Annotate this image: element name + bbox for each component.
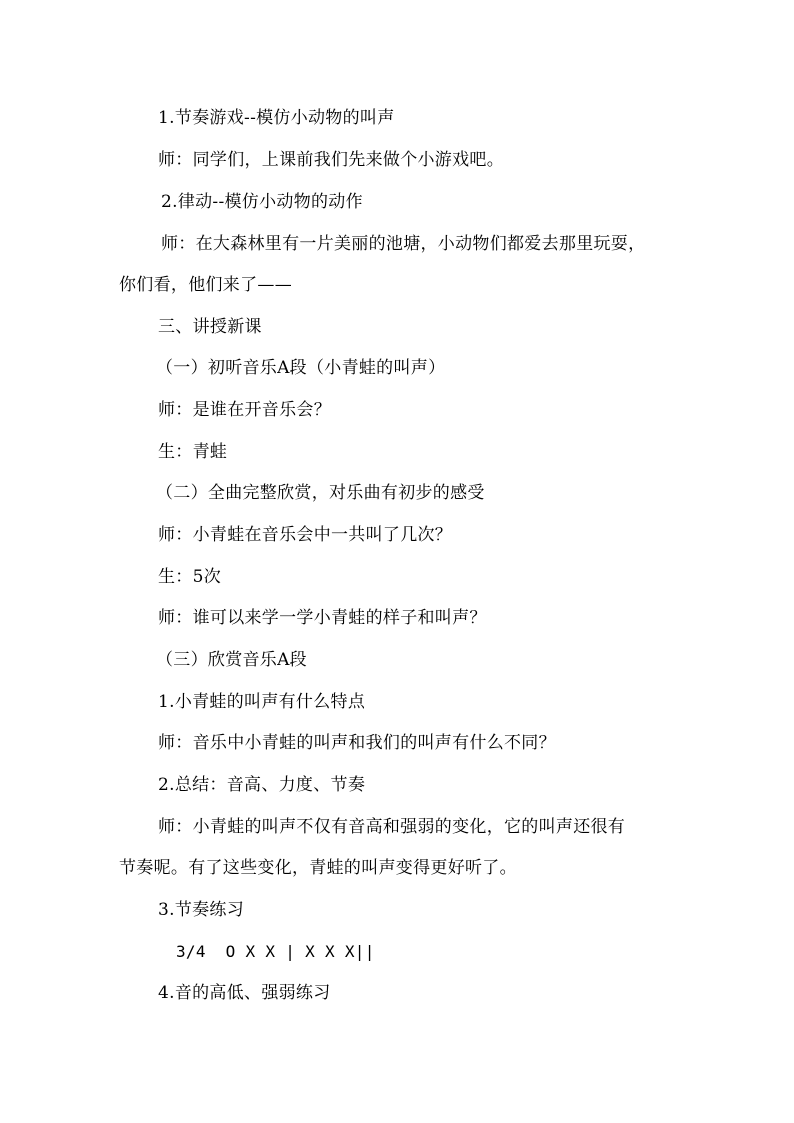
subsection-heading: （一）初听音乐A段（小青蛙的叫声） [156, 358, 446, 378]
heading-movement: 2.律动--模仿小动物的动作 [161, 192, 363, 212]
section-heading-new-lesson: 三、讲授新课 [158, 317, 262, 337]
subsection-heading: （二）全曲完整欣赏，对乐曲有初步的感受 [156, 483, 485, 503]
teacher-line-continued: 节奏呢。有了这些变化，青蛙的叫声变得更好听了。 [119, 858, 517, 878]
teacher-line: 师：同学们，上课前我们先来做个小游戏吧。 [158, 150, 504, 170]
heading-rhythm-game: 1.节奏游戏--模仿小动物的叫声 [158, 108, 395, 128]
teacher-line: 师：谁可以来学一学小青蛙的样子和叫声？ [158, 608, 487, 628]
rhythm-notation: 3/4 O X X | X X X|| [176, 942, 375, 961]
subsection-heading: （三）欣赏音乐A段 [156, 650, 307, 670]
student-line: 生：青蛙 [158, 442, 228, 462]
item-heading: 3.节奏练习 [158, 900, 245, 920]
item-heading: 2.总结：音高、力度、节奏 [158, 775, 366, 795]
item-heading: 1.小青蛙的叫声有什么特点 [158, 692, 366, 712]
student-line: 生：5次 [158, 567, 222, 587]
teacher-line: 师：在大森林里有一片美丽的池塘，小动物们都爱去那里玩耍， [161, 234, 646, 254]
teacher-line-continued: 你们看，他们来了—— [119, 275, 292, 295]
teacher-line: 师：小青蛙在音乐会中一共叫了几次？ [158, 525, 453, 545]
teacher-line: 师：小青蛙的叫声不仅有音高和强弱的变化，它的叫声还很有 [158, 817, 626, 837]
teacher-line: 师：音乐中小青蛙的叫声和我们的叫声有什么不同？ [158, 733, 556, 753]
teacher-line: 师：是谁在开音乐会？ [158, 400, 331, 420]
item-heading: 4.音的高低、强弱练习 [158, 983, 331, 1003]
